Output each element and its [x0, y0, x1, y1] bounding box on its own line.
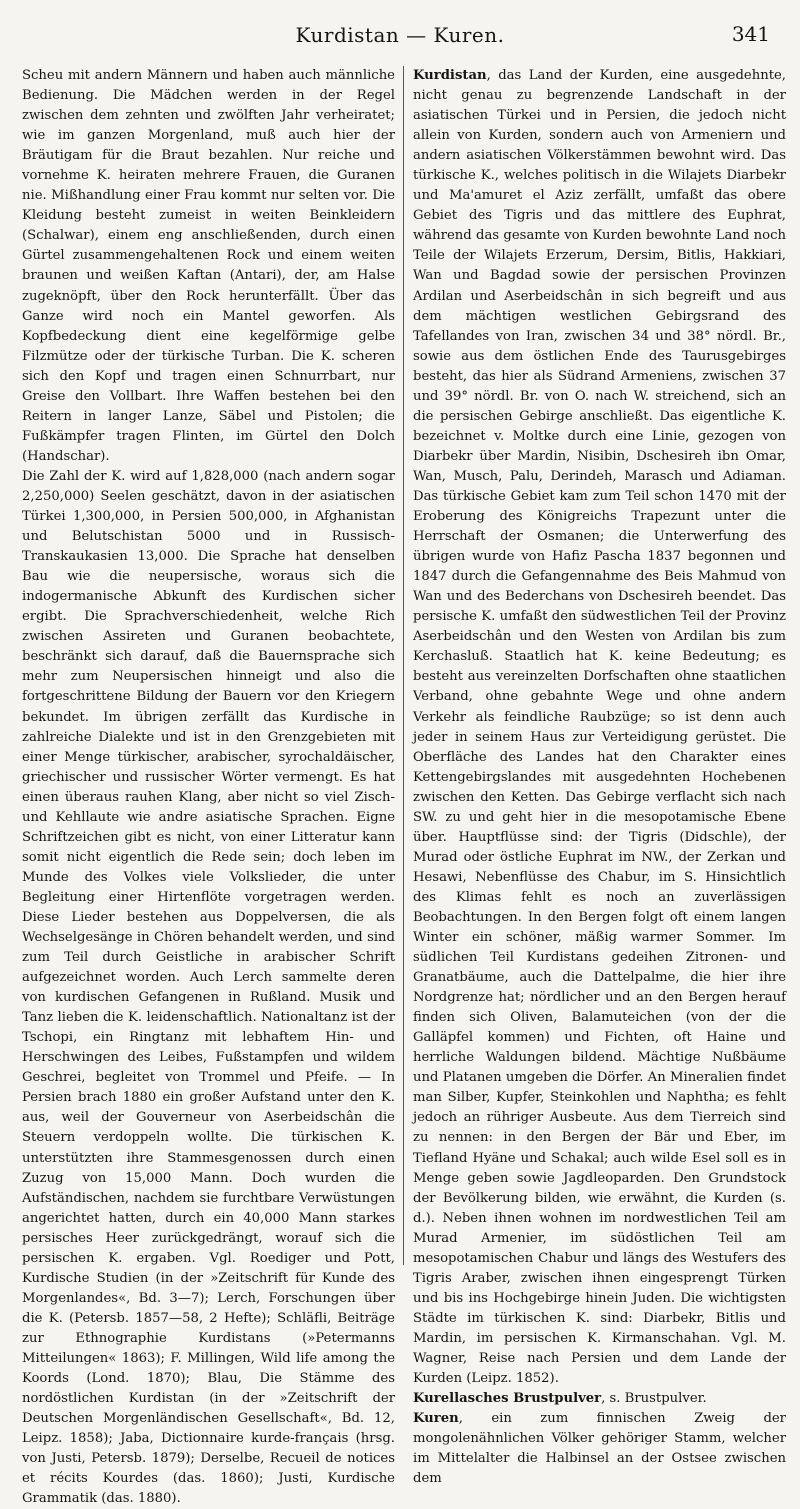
page-header [22, 18, 778, 52]
entry-text: , s. Brustpulver. [601, 1391, 707, 1407]
entry-lemma: Kurellasches Brustpulver [413, 1391, 602, 1407]
entry-kurellasches-brustpulver [413, 1389, 786, 1409]
entry-lemma: Kuren [413, 1411, 459, 1427]
entry-kurdistan [413, 66, 786, 1389]
text-columns [22, 66, 786, 1507]
entry-kuren [413, 1409, 786, 1489]
entry-lemma: Kurdistan [413, 68, 487, 83]
left-column [22, 66, 403, 1507]
paragraph: Die Zahl der K. wird auf 1,828,000 (nach andern sogar 2,250,000) Seelen geschätzt, davon in der asiatischen Türkei 1,300,000, in Persien 500,000, in Afghanistan und Belutschistan 5000 und in Russisch-Transkaukasien 13,000. Die Sprache hat denselben Bau wie die neupersische, woraus sich die indogermanische Abkunft des Kurdischen sicher ergibt. Die Sprachverschiedenheit, welche Rich zwischen Assireten und Guranen beobachtete, beschränkt sich darauf, daß die Bauernsprache sich mehr zum Neupersischen hinneigt und also die fortgeschrittene Bildung der Bauern vor den Kriegern bekundet. Im übrigen zerfällt das Kurdische in zahlreiche Dialekte und ist in den Grenzgebieten mit einer Menge türkischer, arabischer, syrochaldäischer, griechischer und russischer Wörter vermengt. Es hat einen überaus rauhen Klang, aber nicht so viel Zisch- und Kehllaute wie andre asiatische Sprachen. Eigne Schriftzeichen gibt es nicht, von einer Litteratur kann somit nicht eigentlich die Rede sein; doch leben im Munde des Volkes viele Volkslieder, die unter Begleitung einer Hirtenflöte vorgetragen werden. Diese Lieder bestehen aus Doppelversen, die als Wechselgesänge in Chören behandelt werden, und sind zum Teil durch Geistliche in arabischer Schrift aufgezeichnet worden. Auch Lerch sammelte deren von kurdischen Gefangenen in Rußland. Musik und Tanz lieben die K. leidenschaftlich. Nationaltanz ist der Tschopi, ein Ringtanz mit lebhaftem Hin- und Herschwingen des Leibes, Fußstampfen und wildem Geschrei, begleitet von Trommel und Pfeife. — In Persien brach 1880 ein großer Aufstand unter den K. aus, weil der Gouverneur von Aserbeidschân die Steuern verdoppeln wollte. Die türkischen K. unterstützten ihre Stammesgenossen durch einen Zuzug von 15,000 Mann. Doch wurden die Aufständischen, nachdem sie furchtbare Verwüstungen angerichtet hatten, durch ein 40,000 Mann starkes persisches Heer zurückgedrängt, worauf sich die persischen K. ergaben. Vgl. Roediger und Pott, Kurdische Studien (in der »Zeitschrift für Kunde des Morgenlandes«, Bd. 3—7); Lerch, Forschungen über die K. (Petersb. 1857—58, 2 Hefte); Schläfli, Beiträge zur Ethnographie Kurdistans (»Petermanns Mitteilungen« 1863); F. Millingen, Wild life among the Koords (Lond. 1870); Blau, Die Stämme des nordöstlichen Kurdistan (in der »Zeitschrift der Deutschen Morgenländischen Gesellschaft«, Bd. 12, Leipz. 1858); Jaba, Dictionnaire kurde-français (hrsg. von Justi, Petersb. 1879); Derselbe, Recueil de notices et récits Kourdes (das. 1860); Justi, Kurdische Grammatik (das. 1880). [22, 468, 395, 1507]
entry-text: , ein zum finnischen Zweig der mongolenähnlichen Völker gehöriger Stamm, welcher im Mittelalter die Halbinsel an der Ostsee zwischen dem [413, 1411, 786, 1487]
right-column [403, 66, 786, 1487]
entry-text: , das Land der Kurden, eine ausgedehnte, nicht genau zu begrenzende Landschaft in der asiatischen Türkei und in Persien, die jedoch nicht allein von Kurden, sondern auch von Armeniern und andern asiatischen Völkerstämmen bewohnt wird. Das türkische K., welches politisch in die Wilajets Diarbekr und Ma'amuret el Aziz zerfällt, umfaßt das obere Gebiet des Tigris und das mittlere des Euphrat, während das gesamte von Kurden bewohnte Land noch Teile der Wilajets Erzerum, Dersim, Bitlis, Hakkiari, Wan und Bagdad sowie der persischen Provinzen Ardilan und Aserbeidschân in sich begreift und aus dem mächtigen westlichen Gebirgsrand des Tafellandes von Iran, zwischen 34 und 38° nördl. Br., sowie aus dem östlichen Ende des Taurusgebirges besteht, das hier als Südrand Armeniens, zwischen 37 und 39° nördl. Br. von O. nach W. streichend, sich an die persischen Gebirge anschließt. Das eigentliche K. bezeichnet v. Moltke durch eine Linie, gezogen von Diarbekr über Mardin, Nisibin, Dschesireh ibn Omar, Wan, Musch, Palu, Derindeh, Marasch und Adiaman. Das türkische Gebiet kam zum Teil schon 1470 mit der Eroberung des Königreichs Trapezunt unter die Herrschaft der Osmanen; die Unterwerfung des übrigen wurde von Hafiz Pascha 1837 begonnen und 1847 durch die Gefangennahme des Beis Mahmud von Wan und des Bederchans von Dschesireh beendet. Das persische K. umfaßt den südwestlichen Teil der Provinz Aserbeidschân und den Westen von Ardilan bis zum Kerchasluß. Staatlich hat K. keine Bedeutung; es besteht aus vereinzelten Dorfschaften ohne staatlichen Verband, ohne gebahnte Wege und ohne andern Verkehr als feindliche Raubzüge; so ist denn auch jeder in seinem Haus zur Verteidigung gerüstet. Die Oberfläche des Landes hat den Charakter eines Kettengebirgslandes mit ausgedehnten Hochebenen zwischen den Ketten. Das Gebirge verflacht sich nach SW. zu und geht hier in die mesopotamische Ebene über. Hauptflüsse sind: der Tigris (Didschle), der Murad oder östliche Euphrat im NW., der Zerkan und Hesawi, Nebenflüsse des Chabur, im S. Hinsichtlich des Klimas fehlt es noch an zuverlässigen Beobachtungen. In den Bergen folgt oft einem langen Winter ein schöner, mäßig warmer Sommer. Im südlichen Teil Kurdistans gedeihen Zitronen- und Granatbäume, auch die Dattelpalme, die hier ihre Nordgrenze hat; nördlicher und an den Bergen herauf finden sich Oliven, Balamuteichen (von der die Galläpfel kommen) und Fichten, oft Haine und herrliche Waldungen bildend. Mächtige Nußbäume und Platanen umgeben die Dörfer. An Mineralien findet man Silber, Kupfer, Steinkohlen und Naphtha; es fehlt jedoch an rühriger Ausbeute. Aus dem Tierreich sind zu nennen: in den Bergen der Bär und Eber, im Tiefland Hyäne und Schakal; auch wilde Esel soll es in Menge geben sowie Jagdleoparden. Den Grundstock der Bevölkerung bilden, wie erwähnt, die Kurden (s. d.). Neben ihnen wohnen im nordwestlichen Teil am Murad Armenier, im südöstlichen Teil am mesopotamischen Chabur und längs des Westufers des Tigris Araber, zwischen ihnen eingesprengt Türken und bis ins Hochgebirge hinein Juden. Die wichtigsten Städte im türkischen K. sind: Diarbekr, Bitlis und Mardin, im persischen K. Kirmanschahan. Vgl. M. Wagner, Reise nach Persien und dem Lande der Kurden (Leipz. 1852). [413, 68, 786, 1387]
page-number: 341 [731, 22, 770, 46]
running-title: Kurdistan — Kuren. [295, 23, 505, 47]
paragraph: Scheu mit andern Männern und haben auch männliche Bedienung. Die Mädchen werden in der Regel zwischen dem zehnten und zwölften Jahr verheiratet; wie im ganzen Morgenland, muß auch hier der Bräutigam für die Braut bezahlen. Nur reiche und vornehme K. heiraten mehrere Frauen, die Guranen nie. Mißhandlung einer Frau kommt nur selten vor. Die Kleidung besteht zumeist in weiten Beinkleidern (Schalwar), einem eng anschließenden, durch einen Gürtel zusammengehaltenen Rock und einem weiten braunen und weißen Kaftan (Antari), der, am Halse zugeknöpft, über den Rock herunterfällt. Über das Ganze wird noch ein Mantel geworfen. Als Kopfbedeckung dient eine kegelförmige gelbe Filzmütze oder der türkische Turban. Die K. scheren sich den Kopf und tragen einen Schnurrbart, nur Greise den Vollbart. Ihre Waffen bestehen bei den Reitern in langer Lanze, Säbel und Pistolen; die Fußkämpfer tragen Flinten, im Gürtel den Dolch (Handschar). [22, 68, 395, 464]
